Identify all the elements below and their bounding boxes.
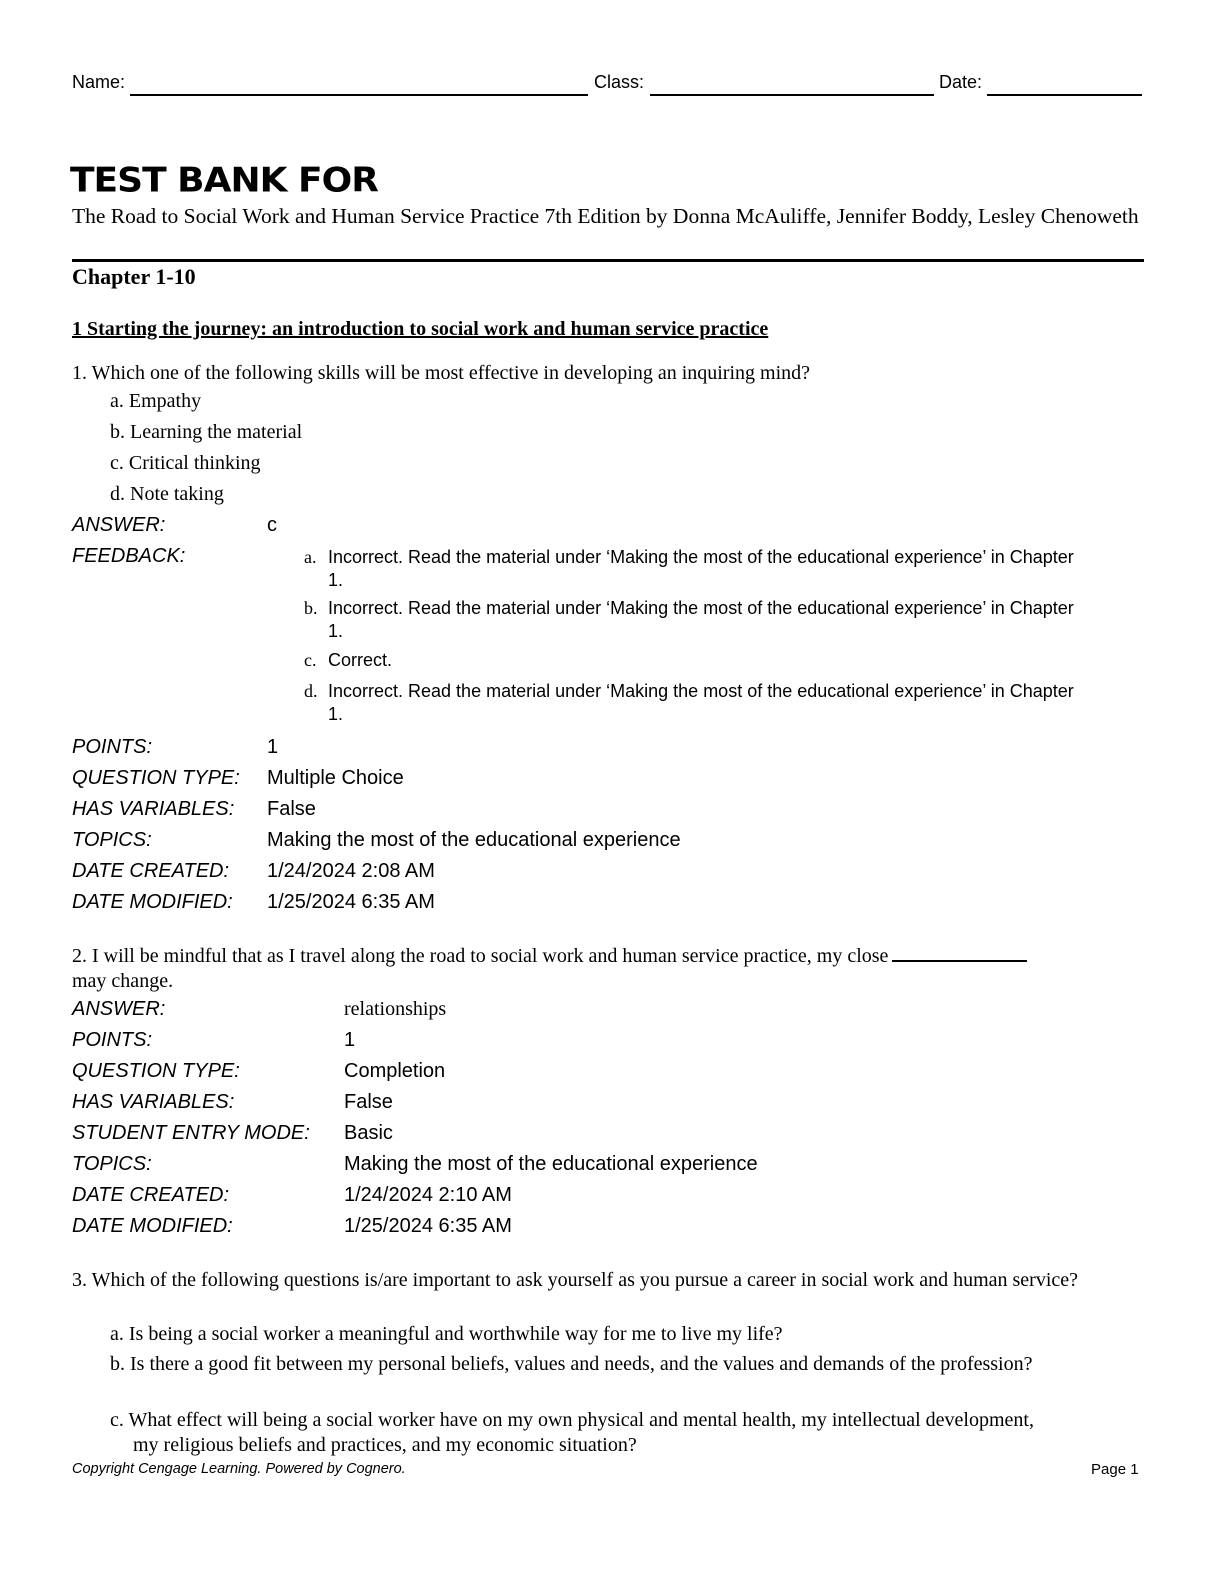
q1-feedback-b-text: Incorrect. Read the material under ‘Making the most of the educational experience’ in Chapter 1.: [328, 598, 1074, 641]
q2-date-modified-value: 1/25/2024 6:35 AM: [344, 1215, 512, 1237]
question-1-option-a: a. Empathy: [110, 390, 202, 412]
class-field-line[interactable]: [650, 94, 934, 96]
name-field-line[interactable]: [130, 94, 588, 96]
q1-date-modified-label: DATE MODIFIED:: [72, 891, 233, 913]
q1-feedback-label: FEEDBACK:: [72, 545, 186, 567]
question-2-text-after: may change.: [72, 970, 174, 992]
q1-has-variables-label: HAS VARIABLES:: [72, 798, 235, 820]
chapter-heading: Chapter 1-10: [72, 264, 196, 289]
question-2-text: [72, 944, 1132, 994]
q1-topics-label: TOPICS:: [72, 829, 152, 851]
q2-points-value: 1: [344, 1029, 356, 1051]
document-title: TEST BANK FOR: [70, 161, 378, 200]
q1-date-created-label: DATE CREATED:: [72, 860, 230, 882]
q1-answer-label: ANSWER:: [72, 514, 166, 536]
q1-feedback-a-text: Incorrect. Read the material under ‘Making the most of the educational experience’ in Chapter 1.: [328, 547, 1074, 590]
date-field-line[interactable]: [987, 94, 1142, 96]
question-1-option-d: d. Note taking: [110, 483, 224, 505]
q1-date-created-value: 1/24/2024 2:08 AM: [267, 860, 435, 882]
name-label: Name:: [72, 72, 126, 92]
q2-topics-value: Making the most of the educational experience: [344, 1153, 758, 1175]
q1-points-value: 1: [267, 736, 279, 758]
question-3-option-b: b. Is there a good fit between my personal beliefs, values and needs, and the values and demands of the profession?: [110, 1353, 1033, 1375]
question-3-text: 3. Which of the following questions is/are important to ask yourself as you pursue a career in social work and human service?: [72, 1269, 1079, 1291]
document-subtitle: The Road to Social Work and Human Service Practice 7th Edition by Donna McAuliffe, Jennifer Boddy, Lesley Chenoweth: [72, 204, 1139, 228]
q2-date-created-label: DATE CREATED:: [72, 1184, 230, 1206]
question-3-option-c: c. What effect will being a social worker have on my own physical and mental health, my intellectual development, my religious beliefs and practices, and my economic situation?: [110, 1409, 1034, 1456]
question-3-option-a: a. Is being a social worker a meaningful and worthwhile way for me to live my life?: [110, 1323, 783, 1345]
question-1-option-c: c. Critical thinking: [110, 452, 261, 474]
title-divider: [72, 259, 1144, 262]
q2-date-modified-label: DATE MODIFIED:: [72, 1215, 233, 1237]
q2-points-label: POINTS:: [72, 1029, 153, 1051]
footer-page-number: Page 1: [1091, 1461, 1139, 1478]
q2-question-type-value: Completion: [344, 1060, 446, 1082]
q1-feedback-d-letter: d.: [304, 681, 318, 701]
q2-topics-label: TOPICS:: [72, 1153, 152, 1175]
q2-student-entry-mode-value: Basic: [344, 1122, 393, 1144]
q1-feedback-d-text: Incorrect. Read the material under ‘Making the most of the educational experience’ in Chapter 1.: [328, 681, 1074, 724]
q2-answer-label: ANSWER:: [72, 998, 166, 1020]
q1-feedback-a-letter: a.: [304, 547, 317, 567]
section-heading: 1 Starting the journey: an introduction to social work and human service practice: [72, 318, 769, 340]
q2-has-variables-label: HAS VARIABLES:: [72, 1091, 235, 1113]
question-1-text: 1. Which one of the following skills will be most effective in developing an inquiring mind?: [72, 362, 811, 384]
q1-has-variables-value: False: [267, 798, 316, 820]
q1-feedback-c-text: Correct.: [328, 650, 393, 670]
question-2-text-before: 2. I will be mindful that as I travel along the road to social work and human service practice, my close: [72, 945, 889, 967]
q2-student-entry-mode-label: STUDENT ENTRY MODE:: [72, 1122, 310, 1144]
date-label: Date:: [939, 72, 983, 92]
q2-date-created-value: 1/24/2024 2:10 AM: [344, 1184, 512, 1206]
class-label: Class:: [594, 72, 645, 92]
q1-feedback-c-letter: c.: [304, 650, 317, 670]
q2-question-type-label: QUESTION TYPE:: [72, 1060, 240, 1082]
q1-points-label: POINTS:: [72, 736, 153, 758]
q1-question-type-label: QUESTION TYPE:: [72, 767, 240, 789]
q1-topics-value: Making the most of the educational experience: [267, 829, 681, 851]
q2-answer-value: relationships: [344, 998, 447, 1020]
question-1-option-b: b. Learning the material: [110, 421, 303, 443]
q1-question-type-value: Multiple Choice: [267, 767, 404, 789]
q1-feedback-b-letter: b.: [304, 598, 318, 618]
footer-copyright: Copyright Cengage Learning. Powered by Cognero.: [72, 1461, 406, 1477]
q1-answer-value: c: [267, 514, 277, 536]
q1-date-modified-value: 1/25/2024 6:35 AM: [267, 891, 435, 913]
header-fields: [72, 72, 1142, 98]
question-2-blank: [892, 959, 1027, 962]
q2-has-variables-value: False: [344, 1091, 393, 1113]
